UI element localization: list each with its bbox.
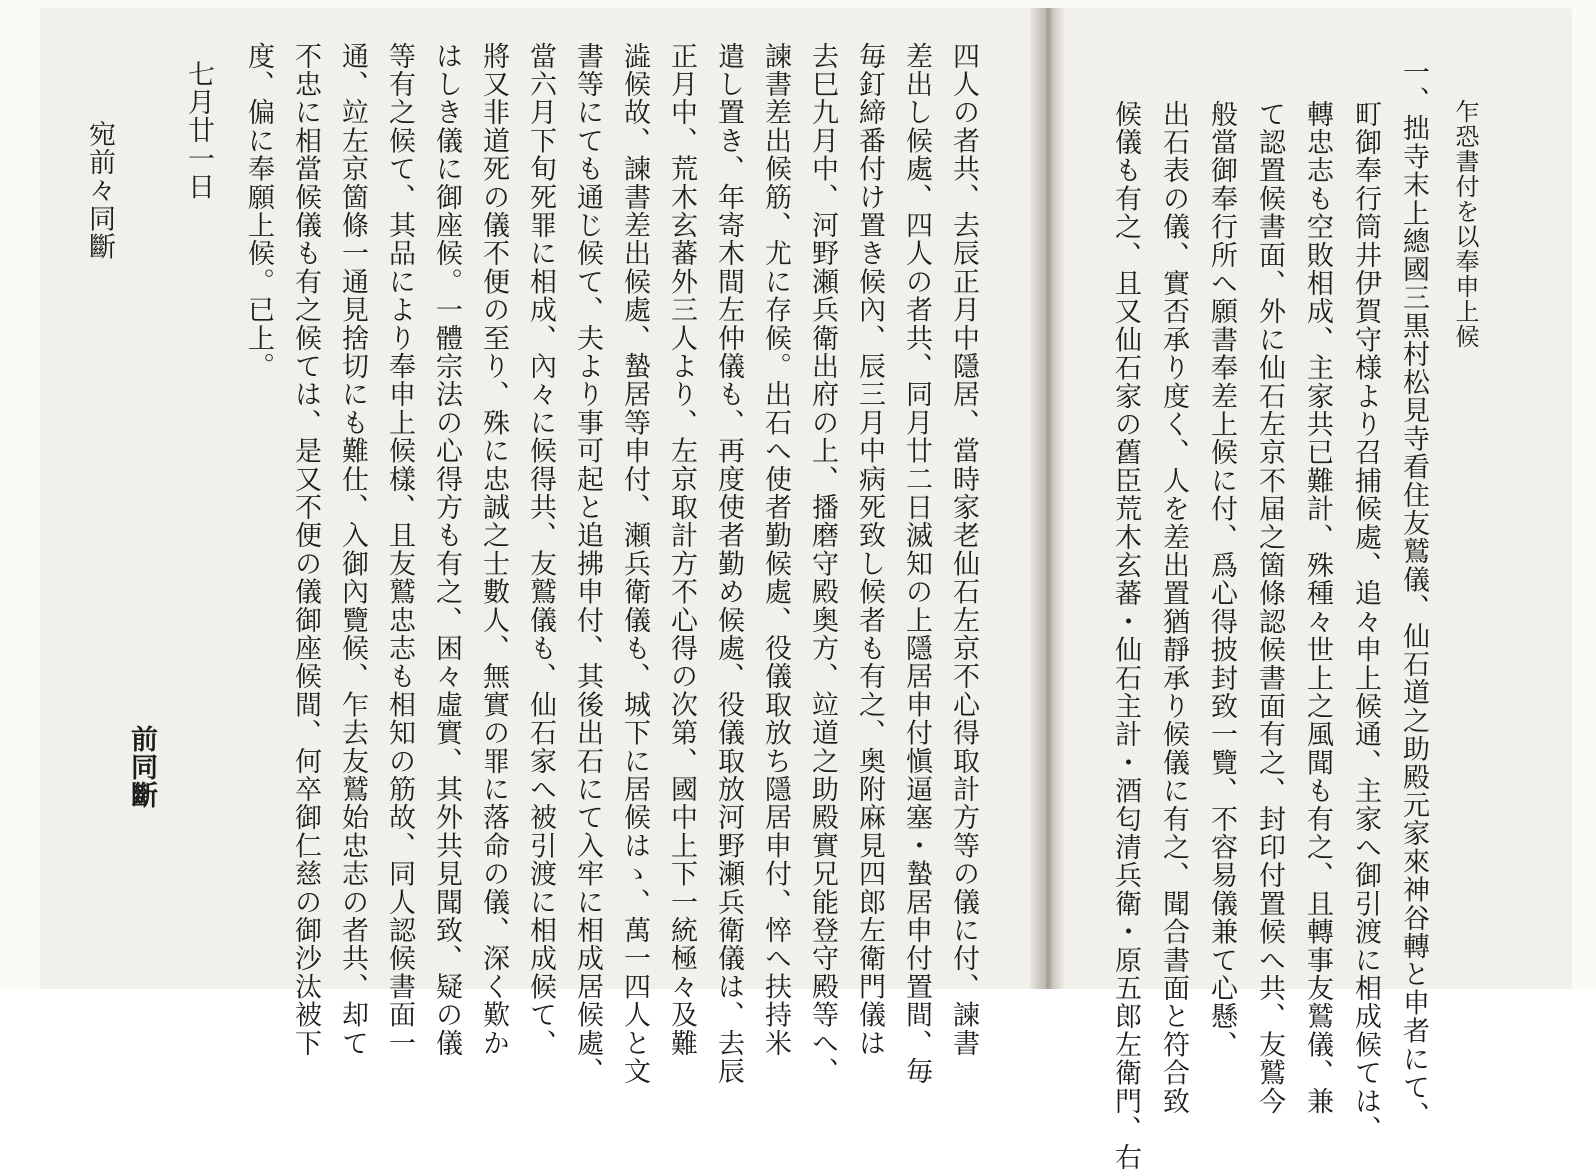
text-column: 正月中、荒木玄蕃外三人より、左京取計方不心得の次第、國中上下一統極々及難	[666, 42, 697, 1058]
text-column: 度、偏に奉願上候。已上。	[243, 42, 274, 381]
text-column: 町御奉行筒井伊賀守様より召捕候處、追々申上候通、主家へ御引渡に相成候ては、	[1350, 100, 1381, 1144]
right-heading: 乍恐書付を以奉申上候	[1451, 99, 1479, 349]
text-column: 轉忠志も空敗相成、主家共已難計、殊種々世上之風聞も有之、且轉事友鷲儀、兼	[1302, 100, 1333, 1116]
sender-line: 前同斷	[126, 725, 157, 810]
book-gutter	[1030, 8, 1064, 989]
text-column: 通、竝左京箇條一通見捨切にも難仕、入御內覽候、乍去友鷲始忠志の者共、却て	[337, 42, 368, 1058]
text-column: 毎釘締番付け置き候內、辰三月中病死致し候者も有之、奥附麻見四郎左衛門儀は	[854, 42, 885, 1058]
text-column: 一、拙寺末上總國三黒村松見寺看住友鷲儀、仙石道之助殿元家來神谷轉と申者にて、	[1398, 58, 1429, 1130]
text-column: はしき儀に御座候。一體宗法の心得方も有之、困々虛實、其外共見聞致、疑の儀	[431, 42, 462, 1058]
text-column: 四人の者共、去辰正月中隱居、當時家老仙石左京不心得取計方等の儀に付、諫書	[948, 42, 979, 1058]
text-column: 遣し置き、年寄木間左仲儀も、再度使者勤め候處、役儀取放河野瀬兵衛儀は、去辰	[713, 42, 744, 1086]
text-column: 差出し候處、四人の者共、同月廿二日滅知の上隱居申付愼逼塞・蟄居申付置間、毎	[901, 42, 932, 1086]
text-column: 澁候故、諫書差出候處、蟄居等申付、瀬兵衛儀も、城下に居候はゝ、萬一四人と文	[619, 42, 650, 1086]
text-column: て認置候書面、外に仙石左京不届之箇條認候書面有之、封印付置候へ共、友鷲今	[1254, 100, 1285, 1116]
text-column: 去巳九月中、河野瀬兵衛出府の上、播磨守殿奥方、竝道之助殿實兄能登守殿等へ、	[807, 42, 838, 1086]
text-column: 出石表の儀、實否承り度く、人を差出置猶靜承り候儀に有之、聞合書面と符合致	[1158, 100, 1189, 1116]
text-column: 候儀も有之、且又仙石家の舊臣荒木玄蕃・仙石主計・酒匂清兵衛・原五郎左衛門、右	[1110, 100, 1141, 1172]
text-column: 將又非道死の儀不便の至り、殊に忠誠之士數人、無實の罪に落命の儀、深く歎か	[478, 42, 509, 1058]
text-column: 等有之候て、其品により奉申上候樣、且友鷲忠志も相知の筋故、同人認候書面一	[384, 42, 415, 1058]
text-column: 當六月下旬死罪に相成、內々に候得共、友鷲儀も、仙石家へ被引渡に相成候て、	[525, 42, 556, 1058]
text-column: 書等にても通じ候て、夫より事可起と追拂申付、其後出石にて入牢に相成居候處、	[572, 42, 603, 1086]
text-column: 諫書差出候筋、尤に存候。出石へ使者勤候處、役儀取放ち隱居申付、悴へ扶持米	[760, 42, 791, 1058]
text-column: 不忠に相當候儀も有之候ては、是又不便の儀御座候間、何卒御仁慈の御沙汰被下	[290, 42, 321, 1058]
text-column: 般當御奉行所へ願書奉差上候に付、爲心得披封致一覽、不容易儀兼て心懸、	[1206, 100, 1237, 1059]
addressee-line: 宛前々同斷	[84, 120, 115, 261]
letter-date: 七月廿一日	[183, 60, 214, 201]
